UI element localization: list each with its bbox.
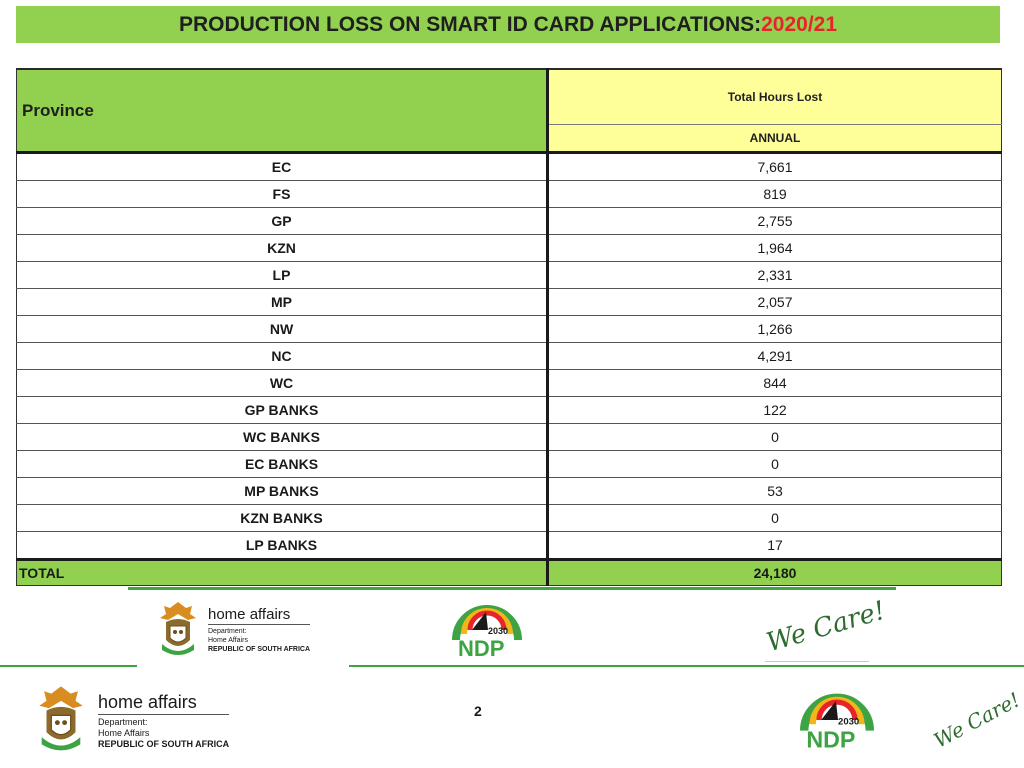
table-row [17,397,1002,424]
hours-lost-cell: 4,291 [548,343,1002,370]
hours-lost-cell: 844 [548,370,1002,397]
table-row [17,478,1002,505]
hours-lost-cell: 2,755 [548,208,1002,235]
ndp-year-footer: 2030 [838,716,860,728]
we-care-underline [765,661,869,662]
table-row [17,289,1002,316]
hours-lost-cell: 0 [548,424,1002,451]
footer-line-left [0,665,137,667]
hours-lost-cell: 819 [548,181,1002,208]
home-affairs-logo-footer [34,684,229,754]
hours-lost-cell: 1,266 [548,316,1002,343]
ndp-text: NDP [458,636,505,658]
ndp-text-footer: NDP [806,726,856,752]
province-cell: NW [17,316,548,343]
ndp-year: 2030 [488,626,509,636]
hours-lost-cell: 0 [548,451,1002,478]
table-row [17,451,1002,478]
province-cell: MP BANKS [17,478,548,505]
province-cell: GP [17,208,548,235]
home-affairs-name-footer: home affairs [98,692,229,715]
hours-lost-cell: 17 [548,532,1002,560]
title-main: PRODUCTION LOSS ON SMART ID CARD APPLICATIONS: [178,12,762,36]
table-row [17,208,1002,235]
header-total-hours: Total Hours Lost [548,69,1002,125]
province-cell: WC BANKS [17,424,548,451]
we-care-slogan-footer: We Care! [929,687,1024,753]
ha-dept-name: Home Affairs [208,637,248,644]
province-cell: NC [17,343,548,370]
ndp-logo-footer [800,686,874,752]
total-row [17,560,1002,586]
province-cell: EC [17,153,548,181]
green-divider [128,587,896,590]
home-affairs-logo [156,600,310,658]
hours-lost-cell: 0 [548,505,1002,532]
footer-line-right [349,665,1024,667]
ha-country-footer: REPUBLIC OF SOUTH AFRICA [98,739,230,749]
header-province: Province [17,69,548,153]
ha-country: REPUBLIC OF SOUTH AFRICA [208,646,311,653]
title-year: 2020/21 [761,12,838,36]
province-cell: WC [17,370,548,397]
coat-of-arms-icon [156,600,200,658]
table-row [17,262,1002,289]
table-row [17,153,1002,181]
table-row [17,424,1002,451]
ndp-2030-icon [452,600,522,658]
table-row [17,343,1002,370]
table-row [17,505,1002,532]
table-row [17,532,1002,560]
table-row [17,370,1002,397]
page-number: 2 [474,703,482,719]
ha-dept-label-footer: Department: [98,717,148,727]
ndp-logo [452,600,522,658]
hours-lost-cell: 2,331 [548,262,1002,289]
hours-lost-cell: 7,661 [548,153,1002,181]
province-cell: GP BANKS [17,397,548,424]
province-cell: LP [17,262,548,289]
ndp-2030-icon [800,686,874,752]
province-cell: KZN [17,235,548,262]
province-cell: FS [17,181,548,208]
table-row [17,235,1002,262]
ha-dept-name-footer: Home Affairs [98,728,150,738]
table-row [17,181,1002,208]
total-label: TOTAL [17,560,548,586]
total-value: 24,180 [548,560,1002,586]
hours-lost-cell: 1,964 [548,235,1002,262]
home-affairs-name: home affairs [208,606,310,625]
hours-lost-cell: 2,057 [548,289,1002,316]
production-loss-table [16,68,1002,586]
coat-of-arms-icon [34,684,88,754]
hours-lost-cell: 122 [548,397,1002,424]
page-title [16,6,1000,43]
province-cell: EC BANKS [17,451,548,478]
province-cell: MP [17,289,548,316]
hours-lost-cell: 53 [548,478,1002,505]
ha-dept-label: Department: [208,628,247,635]
we-care-slogan: We Care! [763,595,889,659]
province-cell: LP BANKS [17,532,548,560]
table-row [17,316,1002,343]
header-annual: ANNUAL [548,125,1002,153]
province-cell: KZN BANKS [17,505,548,532]
